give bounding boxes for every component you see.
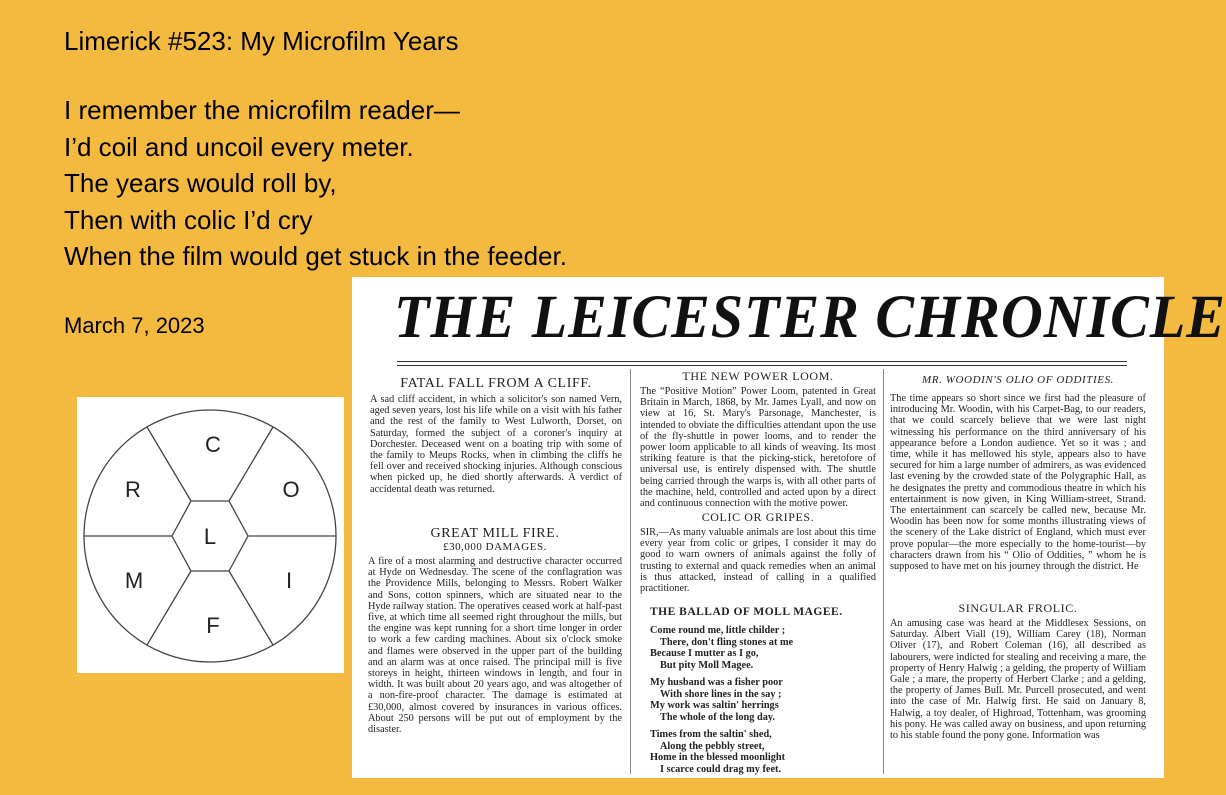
article-woodin: [890, 373, 1146, 599]
poem-line-1: I remember the microfilm reader—: [64, 95, 460, 125]
center-letter: L: [203, 524, 217, 549]
ballad-line: Come round me, little childer ;: [650, 625, 786, 637]
poem-line-3: The years would roll by,: [64, 168, 337, 198]
article-mill-fire: [368, 527, 622, 772]
article-colic: [640, 510, 876, 595]
ballad-line: But pity Moll Magee.: [660, 659, 754, 671]
outer-letter-lower-right: I: [285, 568, 293, 593]
outer-letter-top: C: [205, 432, 221, 457]
masthead-rule: [397, 361, 1127, 362]
headline-mill-fire: GREAT MILL FIRE.: [430, 526, 560, 541]
ballad-line: My husband was a fisher poor: [650, 677, 783, 689]
headline-ballad: THE BALLAD OF MOLL MAGEE.: [650, 606, 843, 618]
poem-date: March 7, 2023: [64, 313, 205, 338]
column-divider-1: [630, 369, 631, 774]
body-cliff: A sad cliff accident, in which a solicitor's son named Vern, aged seven years, lost his life while on a visit with his father and the rest of the family to West Lulworth, Dorset, on Saturday, formed the subject of a coroner's inquiry at Dorchester. Deceased went on a boating trip with some of the family to Meups Rocks, when in climbing the cliffs he fell over and received shocking injuries. Although conscious when picked up, he died shortly afterwards. A verdict of accidental death was returned.: [370, 394, 622, 495]
headline-power-loom: THE NEW POWER LOOM.: [682, 369, 834, 383]
headline-colic: COLIC OR GRIPES.: [701, 510, 815, 524]
poem-line-4: Then with colic I’d cry: [64, 204, 313, 235]
article-ballad: [650, 607, 876, 775]
outer-letter-upper-right: O: [282, 477, 300, 502]
body-frolic: An amusing case was heard at the Middlesex Sessions, on Saturday. Albert Viall (19), William Carey (18), Norman Oliver (17), and Robert Coleman (16), all described as labourers, were indicted for stealing and receiving a mare, the property of Henry Halwig ; a gelding, the property of William Gale ; a mare, the property of Herbert Clarke ; and a gelding, the property of James Bull. Mr. Purcell prosecuted, and went into the case of Mr. Halwig first. He said on January 8, Halwig, a toy dealer, of Highroad, Tottenham, was grooming his pony. He was called away on business, and upon returning to his stable found the pony gone. Information was: [890, 618, 1146, 742]
outer-letter-upper-left: R: [125, 477, 141, 502]
newspaper-clipping: [352, 277, 1226, 778]
body-colic: SIR,—As many valuable animals are lost about this time every year from colic or gripes, I consider it may do good to warn owners of animals against the folly of trusting to external and quack remedies when an animal is thus attacked, instead of calling in a qualified practitioner.: [640, 527, 876, 595]
ballad-line: Because I mutter as I go,: [650, 648, 759, 660]
ballad-line: Home in the blessed moonlight: [650, 752, 786, 764]
masthead-rule-thin: [397, 365, 1127, 366]
ballad-line: The whole of the long day.: [660, 711, 775, 723]
ballad-line: My work was saltin' herrings: [650, 700, 779, 712]
ballad-line: Times from the saltin' shed,: [650, 729, 772, 741]
letter-wheel-graphic: [77, 397, 344, 673]
poem-line-2: I’d coil and uncoil every meter.: [64, 131, 414, 162]
body-woodin: The time appears so short since we first had the pleasure of introducing Mr. Woodin, with his Carpet-Bag, to our readers, that we could scarcely believe that we were last night witnessing his performance on the third anniversary of his appearance before a London audience. Yet so it was ; and time, while it has mellowed his style, appears also to have secured for him a large number of admirers, as was evidenced last evening by the crowded state of the Polygraphic Hall, as he designates the pretty and commodious theatre in which his entertainment is now given, in King William-street, Strand. The entertainment can scarcely be called new, because Mr. Woodin has been now for some months illustrating views of the scenery of the Lake district of England, which must ever prove popular—the more especially to the home-tourist—by characters drawn from his “ Olio of Oddities, ” whom he is supposed to have met on his journey through the district. He: [890, 393, 1146, 573]
outer-letter-bottom: F: [206, 613, 220, 638]
ballad-line: I scarce could drag my feet.: [660, 763, 782, 775]
outer-letter-lower-left: M: [124, 568, 144, 593]
body-mill-fire: A fire of a most alarming and destructive character occurred at Hyde on Wednesday. The scene of the conflagration was the Providence Mills, belonging to Messrs. Robert Walker and Sons, cotton spinners, which are situated near to the Hyde railway station. The operatives ceased work at half-past five, at which time all seemed right throughout the mills, but the engine was kept running for a short time longer in order to work a few carding machines. About six o'clock smoke and flames were observed in the upper part of the building and an alarm was at once raised. The principal mill is five storeys in height, thirteen windows in length, and four in width. It was built about 20 years ago, and was altogether of a non-fire-proof character. The damage is estimated at £30,000, almost covered by insurances in various offices. About 250 persons will be put out of employment by the disaster.: [368, 556, 622, 736]
subhead-mill-fire: £30,000 DAMAGES.: [443, 541, 547, 553]
ballad-verses: [650, 625, 876, 775]
slide-title: Limerick #523: My Microfilm Years: [64, 26, 459, 56]
newspaper-masthead: THE LEICESTER CHRONICLE: [394, 282, 1226, 351]
article-power-loom: [640, 369, 877, 510]
headline-woodin: MR. WOODIN'S OLIO OF ODDITIES.: [921, 374, 1115, 386]
poem-line-5: When the film would get stuck in the feeder.: [64, 241, 567, 271]
column-divider-2: [883, 369, 884, 774]
headline-frolic: SINGULAR FROLIC.: [958, 601, 1078, 615]
letter-wheel-puzzle: [77, 397, 344, 673]
limerick-poem: [64, 92, 567, 275]
body-power-loom: The “Positive Motion” Power Loom, patented in Great Britain in March, 1868, by Mr. James Lyall, and now on view at 16, St. Mary's Parsonage, Manchester, is intended to obviate the difficulties attendant upon the use of the fly-shuttle in power looms, and to render the power loom applicable to all kinds of weaving. Its most striking feature is that the picking-stick, heretofore of universal use, is entirely dispensed with. The shuttle being carried through the warps is, with all other parts of the machine, held, controlled and acted upon by a direct and continuous connection with the motive power.: [640, 386, 877, 510]
headline-cliff: FATAL FALL FROM A CLIFF.: [400, 376, 592, 391]
ballad-line: Along the pebbly street,: [660, 740, 765, 752]
ballad-line: With shore lines in the say ;: [660, 688, 782, 700]
article-cliff: [370, 377, 622, 503]
article-frolic: [890, 601, 1146, 775]
ballad-line: There, don't fling stones at me: [660, 636, 794, 648]
